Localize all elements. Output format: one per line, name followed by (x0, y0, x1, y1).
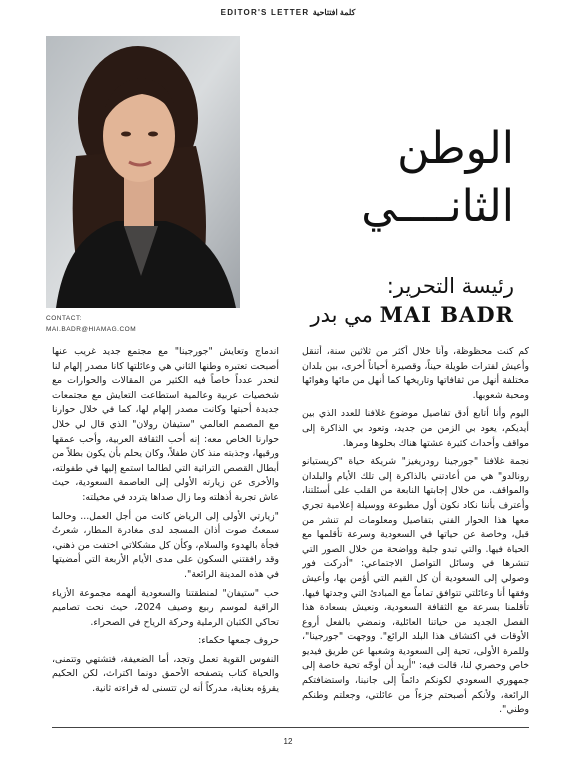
section-header: EDITOR'S LETTER كلمة افتتاحية (220, 8, 356, 17)
paragraph: نجمة غلافنا "جورجينا رودريغيز" شريكة حياة "كريستيانو رونالدو" هي من أعادتني بالذاكرة إلى تلك الأيام والبلدان والمواقف. من خلال إجابتها النابعة من القلب على أسئلتنا، وأعترف بأننا نكاد نكون أول مطبوعة ووسيلة إعلامية تجري معها هذا الحوار الفني بتفاصيل ومعلومات لم تنشر من قبل، وخاصة عن حياتها في السعودية وسرعة تأقلمها مع الحياة فيها. والتي تبدو جلية وواضحة من خلال الصور التي تنشرها في وسائل التواصل الاجتماعي: "أدركت فور وصولي إلى السعودية أن كل القيم التي أؤمن بها، وأعيش وفقها أنا وعائلتي تتوافق تماماً مع المبادئ التي وجدتها فيها. تأقلمنا بسرعة مع الثقافة السعودية، ونعيش بسعادة هذا الفصل الجديد من حياتنا العائلية، ونمضي بالفعل أروع الأوقات في اكتشاف هذا البلد الرائع". ووجهت "جورجينا"، وللمرة الأولى، تحية إلى السعودية وشعبها عن طريق فيديو خاص وحصري لنا، قالت فيه: "أريد أن أوجّه تحية خاصة إلى جمهوري السعودي لكونكم دائماً إلى جانبنا، واستضافتكم الرائعة، ولأنكم أصبحتم جزءاً من عائلتي، وجعلتم وطنكم وطني". (302, 456, 529, 716)
paragraph: حب "ستيفان" لمنطقتنا والسعودية ألهمه مجموعة الأزياء الراقية لموسم ربيع وصيف 2024، حيث نحت تصاميم تحاكي الكثبان الرملية وحركة الرياح في الصحراء. (52, 587, 279, 628)
editor-name-arabic: مي بدر (310, 303, 373, 327)
body-column-right (302, 345, 529, 720)
portrait-illustration (46, 36, 240, 308)
editor-role: رئيسة التحرير: (386, 274, 514, 298)
paragraph: اندماج وتعايش "جورجينا" مع مجتمع جديد غريب عنها أصبحت تعتبره وطنها الثاني هي وعائلتها كانا مصدر إلهام لنا لنحدر عدداً خاصاً فيه الكثير من المقالات والحوارات مع شخصيات عربية وعالمية استطاعت التعايش مع مجتمعات جديدة أحبتها وكانت مصدر إلهام لها، كما في خلال حوارنا مع المصمم العالمي "ستيفان رولان" الذي قال لي خلال حوارنا الخاص معه: إنه أحب الثقافة العربية، وأحب عمقها ورقيها، وجذبته منذ كان طفلاً، وكان يحلم بأن يكون بطلاً من أبطال القصص التراثية التي لطالما استمع إليها في طفولته، والأخرى عن زيارته الأولى إلى العاصمة السعودية، حيث عاش تجربة أذهلته وما زال صداها يتردد في مخيلته: (52, 346, 279, 503)
page-number: 12 (283, 737, 293, 746)
article-title (284, 120, 514, 236)
contact-block (46, 313, 136, 335)
contact-label: CONTACT: (46, 315, 83, 322)
title-line-2: الثانــــي (361, 181, 514, 232)
contact-email[interactable]: MAI.BADR@HIAMAG.COM (46, 326, 137, 333)
paragraph: كم كنت محظوظة، وأنا خلال أكثر من ثلاثين سنة، أتنقل وأعيش لفترات طويلة حيناً، وقصيرة أحياناً أخرى، بين بلدان مختلفة أنهل من ثقافاتها وتاريخها كما أنهل من مائها وهوائها ومحبة شعوبها. (302, 346, 529, 401)
subheading: حروف جمعها حكماء: (198, 635, 279, 647)
title-line-1: الوطن (397, 123, 514, 174)
quote-paragraph: "زيارتي الأولى إلى الرياض كانت من أجل العمل... وحالما سمعتُ صوت أذان المسجد لدى مغادرة المطار، شعرتُ فجأة بالهدوء والسلام، وكأن كل مشكلاتي اختفت من ذهني، وقد رافقتني السكون على مدى الأيام الأربعة التي أمضيتها في هذه المدينة الرائعة". (52, 510, 279, 580)
editor-portrait (46, 36, 240, 308)
footer-divider (52, 727, 529, 728)
editor-name-latin: MAI BADR (379, 302, 514, 327)
paragraph: النفوس القوية تعمل وتجد، أما الضعيفة، فتشتهي وتتمنى، والحياة كتاب يتصفحه الأحمق دونما اكتراث، لكن الحكيم يقرؤه بعناية، مدركاً أنه لن تتسنى له قراءته ثانية. (52, 653, 279, 695)
editor-name (310, 302, 514, 327)
paragraph: اليوم وأنا أتابع أدق تفاصيل موضوع غلافنا للعدد الذي بين أيديكم، يعود بي الزمن من جديد، وتعود بي الذاكرة إلى مواقف وأحداث كثيرة عشتها هناك بحلوها ومرها. (302, 408, 529, 449)
body-column-left (52, 345, 279, 720)
